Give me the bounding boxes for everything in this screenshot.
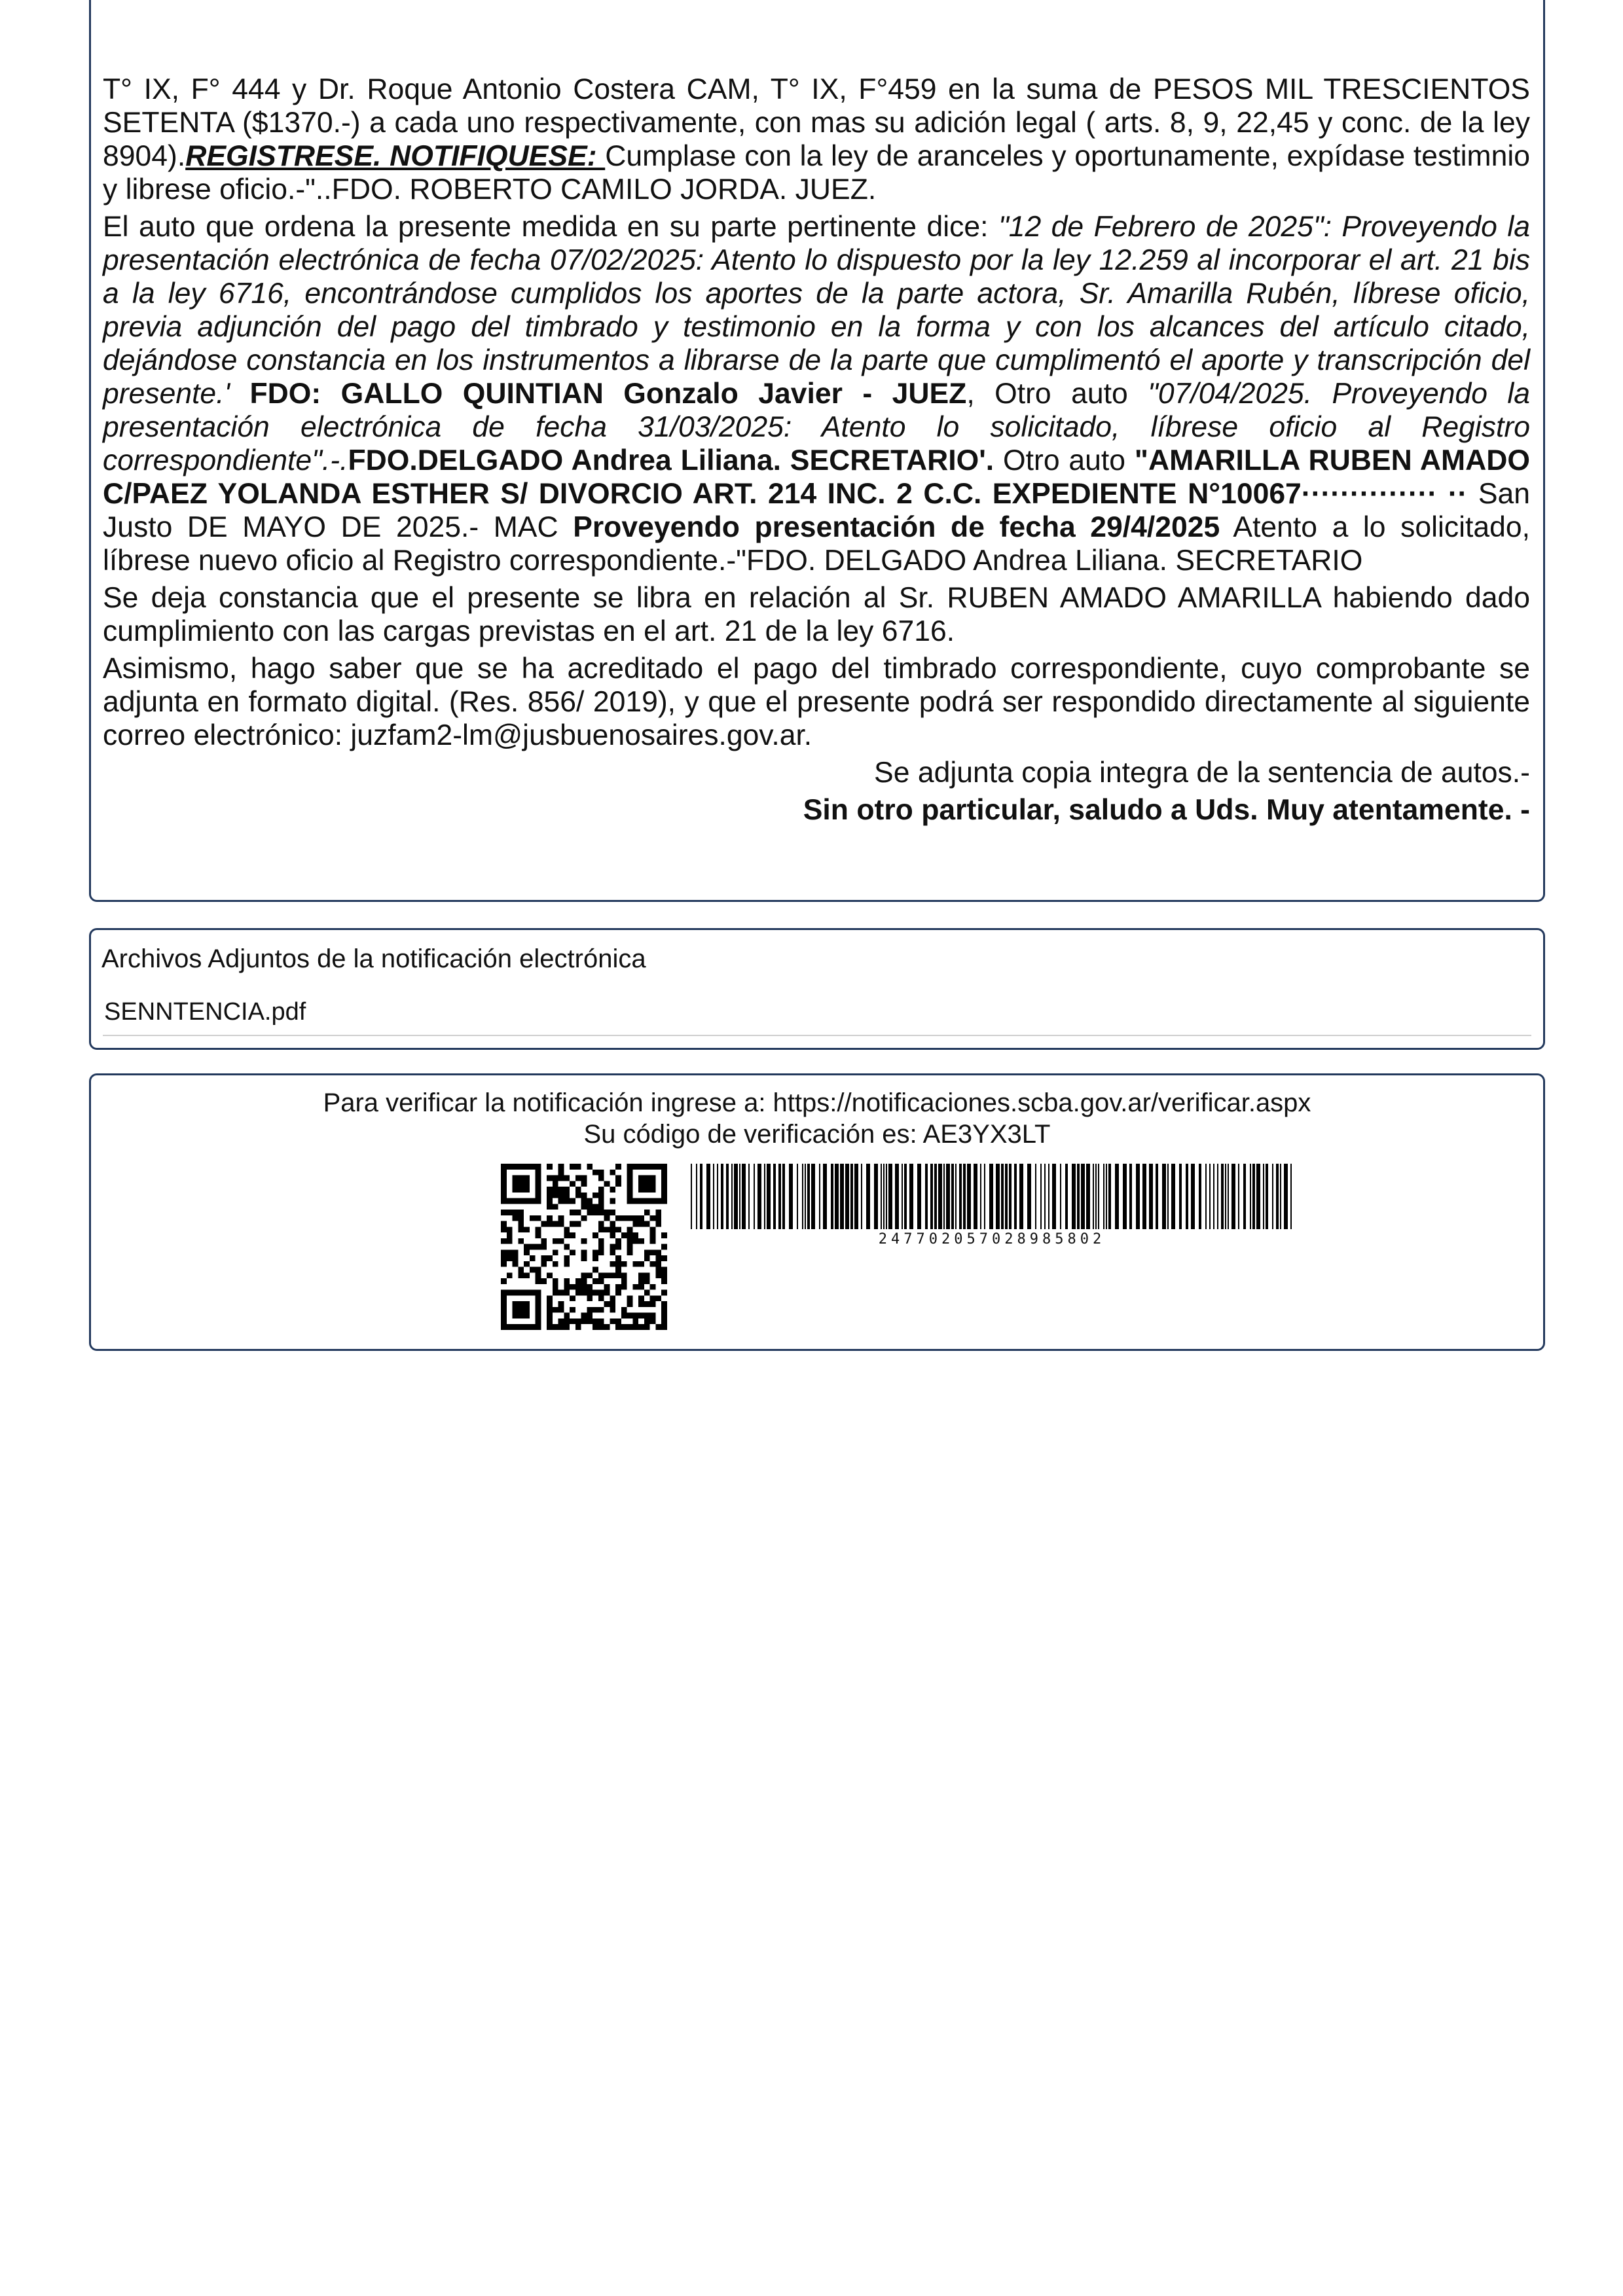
verification-panel: [89, 1073, 1545, 1351]
signature-judge: FDO: GALLO QUINTIAN Gonzalo Javier - JUEZ: [249, 378, 967, 410]
attachments-divider: [103, 1035, 1531, 1036]
closing-text: Sin otro particular, saludo a Uds. Muy atentamente. -: [803, 794, 1530, 826]
barcode-icon: [689, 1164, 1294, 1229]
fees-text: T° IX, F° 444 y Dr. Roque Antonio Costera CAM, T° IX, F°459 en la suma de PESOS MIL TRESCIENTOS SETENTA ($1370.-) a cada uno respectivamente, con mas su adición legal ( arts. 8, 9, 22,45 y conc. de la ley 8904).: [103, 73, 1530, 172]
attachment-note: Se adjunta copia integra de la sentencia de autos.-: [874, 757, 1530, 789]
signature-secretary: FDO.DELGADO Andrea Liliana. SECRETARIO'.: [348, 444, 994, 476]
attachments-title: Archivos Adjuntos de la notificación electrónica: [101, 944, 646, 973]
paragraph-timbrado: Asimismo, hago saber que se ha acreditado el pago del timbrado correspondiente, cuyo comprobante se adjunta en formato digital. (Res. 856/ 2019), y que el presente podrá ser respondido directamente al siguiente correo electrónico: juzfam2-lm@jusbuenosaires.gov.ar.: [103, 653, 1530, 751]
auto-closing: Atento a lo solicitado, líbrese nuevo oficio al Registro correspondiente.-"FDO. DELGADO Andrea Liliana. SECRETARIO: [103, 511, 1530, 577]
otro-auto-label: , Otro auto: [966, 378, 1148, 410]
verification-code-text: Su código de verificación es: AE3YX3LT: [583, 1120, 1051, 1149]
auto-quote-1: "12 de Febrero de 2025": Proveyendo la presentación electrónica de fecha 07/02/2025: Atento lo dispuesto por la ley 12.259 al incorporar el art. 21 bis a la ley 6716, encontrándose cumplidos los aportes de la parte actora, Sr. Amarilla Rubén, líbrese oficio, previa adjunción del pago del timbrado y testimonio en la forma y con los alcances del artículo citado, dejándose constancia en los instrumentos a librarse de la parte que cumplimentó el aporte y transcripción del presente.': [103, 211, 1530, 410]
qr-code-icon: [501, 1164, 667, 1330]
paragraph-fees: [103, 73, 1530, 206]
verification-url-text: Para verificar la notificación ingrese a: https://notificaciones.scba.gov.ar/verificar.aspx: [323, 1088, 1311, 1117]
notification-text: [103, 73, 1530, 831]
paragraph-constancia: Se deja constancia que el presente se libra en relación al Sr. RUBEN AMADO AMARILLA habiendo dado cumplimiento con las cargas previstas en el art. 21 de la ley 6716.: [103, 582, 1530, 647]
otro-auto-label-2: Otro auto: [994, 444, 1135, 476]
auto-quote-2: "07/04/2025. Proveyendo la presentación electrónica de fecha 31/03/2025: Atento lo solicitado, líbrese oficio al Registro correspondiente".-.: [103, 378, 1530, 476]
case-caption: "AMARILLA RUBEN AMADO C/PAEZ YOLANDA ESTHER S/ DIVORCIO ART. 214 INC. 2 C.C. EXPEDIENTE N°10067·············· ··: [103, 444, 1531, 510]
paragraph-auto: [103, 210, 1530, 577]
place-date: San Justo DE MAYO DE 2025.- MAC: [103, 478, 1531, 543]
registrese-notifiquese: REGISTRESE. NOTIFIQUESE:: [185, 140, 606, 172]
fees-closing-text: Cumplase con la ley de aranceles y oportunamente, expídase testimnio y librese oficio.-"..FDO. ROBERTO CAMILO JORDA. JUEZ.: [103, 140, 1530, 206]
attachments-panel: [89, 928, 1545, 1050]
attachment-file-link[interactable]: SENNTENCIA.pdf: [104, 998, 306, 1026]
auto-intro: El auto que ordena la presente medida en su parte pertinente dice:: [103, 211, 998, 243]
proveyendo-date: Proveyendo presentación de fecha 29/4/2025: [573, 511, 1220, 543]
barcode-number: 247702057028985802: [878, 1231, 1106, 1247]
closing-salutation: [103, 793, 1530, 827]
notification-body-panel: [89, 0, 1545, 902]
